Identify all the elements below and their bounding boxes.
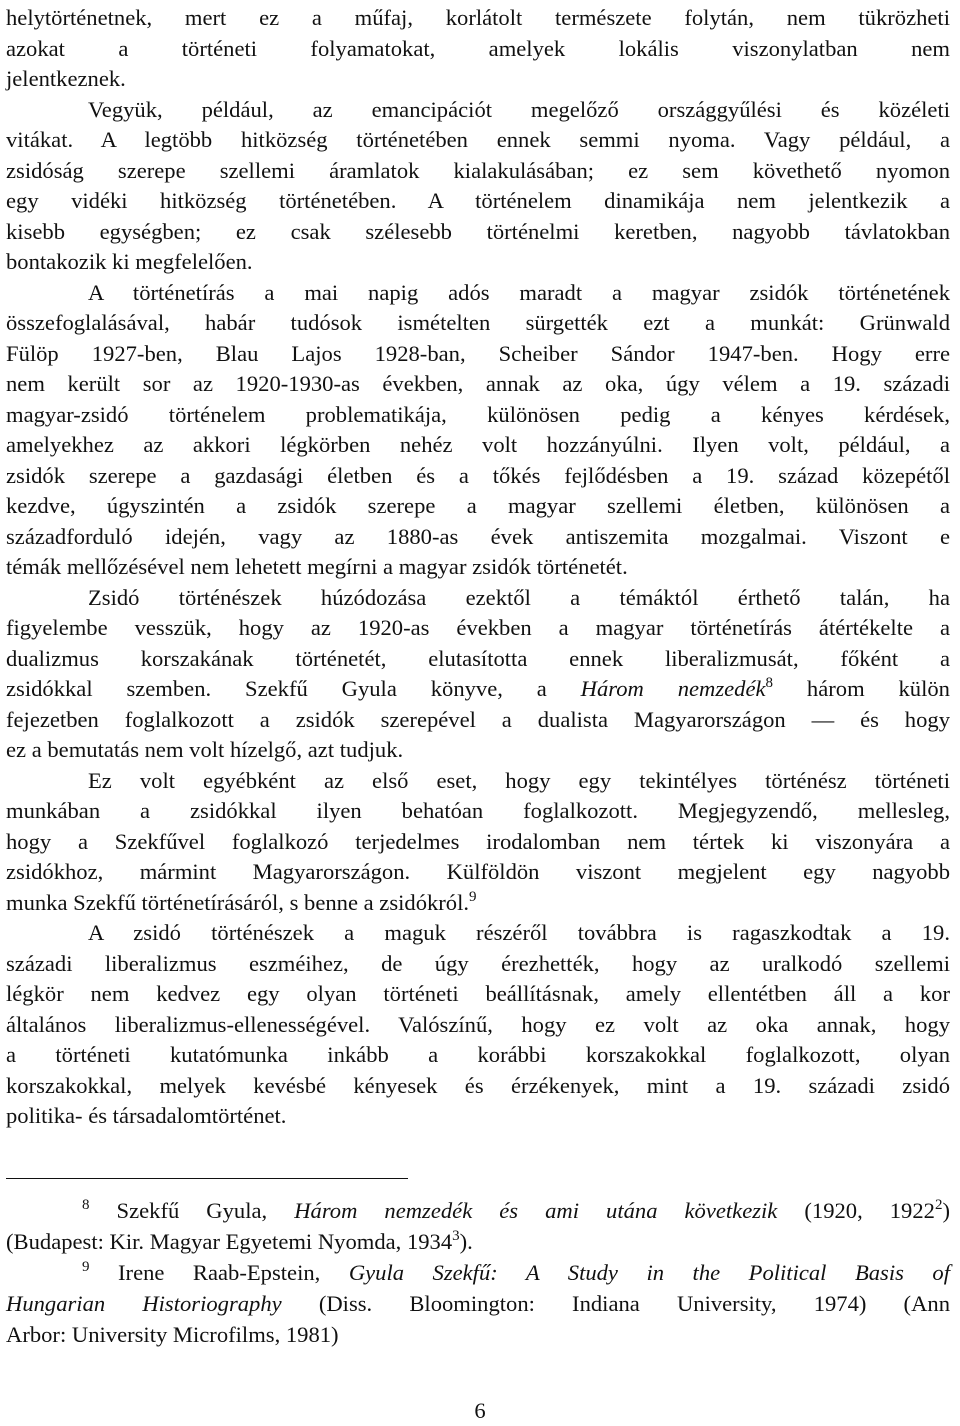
text-line (6, 674, 950, 705)
text-line: politika- és társadalomtörténet. (6, 1103, 287, 1128)
footnote-title: Gyula Szekfű: A Study in the Political Basis of (348, 1260, 951, 1285)
text-fragment: három külön (806, 676, 950, 701)
text-line: egy vidéki hitközség történetében. A történelem dinamikája nem jelentkezik a (6, 188, 950, 213)
footnote-9-continuation: Arbor: University Microfilms, 1981) (6, 1322, 339, 1347)
footnote-ref-9: 9 (469, 888, 477, 905)
text-line: kisebb egységben; ez csak szélesebb történelmi keretben, nagyobb távlatokban (6, 218, 950, 244)
paragraph-first-line: A zsidó történészek a maguk részéről továbbra is ragaszkodtak a 19. (88, 920, 950, 945)
text-line: fejezetben foglalkozott a zsidók szerepével a dualista Magyarországon — és hogy (6, 706, 950, 732)
text-line: korszakokkal, melyek kevésbé kényesek és érzékenyek, mint a 19. századi zsidó (6, 1072, 950, 1098)
text-line: magyar-zsidó történelem problematikája, különösen pedig a kényes kérdések, (6, 401, 950, 427)
text-fragment: munka Szekfű történetírásáról, s benne a zsidókról. (6, 889, 470, 915)
text-line: Fülöp 1927-ben, Blau Lajos 1928-ban, Scheiber Sándor 1947-ben. Hogy erre (6, 340, 950, 366)
text-line: témák mellőzésével nem lehetett megírni a magyar zsidók történetét. (6, 554, 628, 579)
footnote-marker: 9 (82, 1259, 90, 1275)
text-line: figyelembe vesszük, hogy az 1920-as években a magyar történetírás átértékelte a (6, 615, 950, 640)
footnote-years: (1920, 1922$^2$) (804, 1197, 950, 1223)
footnote-9-continuation (6, 1288, 950, 1319)
text-line: munkában a zsidókkal ilyen behatóan foglalkozott. Megjegyzendő, mellesleg, (6, 798, 950, 823)
text-line: vitákat. A legtöbb hitközség történetében ennek semmi nyoma. Vagy például, a (6, 127, 950, 152)
book-title: Három nemzedék (580, 676, 766, 701)
footnote-ref-8: 8 (765, 675, 774, 691)
text-line: amelyekhez az akkori légkörben nehéz volt hozzányúlni. Ilyen volt, például, a (6, 432, 950, 457)
text-line: helytörténetnek, mert ez a műfaj, korlátolt természete folytán, nem tükrözheti (6, 5, 950, 30)
text-line: hogy a Szekfűvel foglalkozó terjedelmes irodalomban nem tértek ki viszonyára a (6, 828, 950, 854)
text-line: légkör nem kedvez egy olyan történeti beállításnak, amely ellentétben áll a kor (6, 981, 950, 1006)
footnote-9 (6, 1257, 950, 1288)
body-text (6, 3, 950, 1132)
text-line: dualizmus korszakának történetét, elutasította ennek liberalizmusát, főként a (6, 645, 950, 671)
text-line: századforduló idején, vagy az 1880-as évek antiszemita mozgalmai. Viszont e (6, 523, 950, 549)
text-line: ez a bemutatás nem volt hízelgő, azt tudjuk. (6, 737, 404, 762)
footnote-details: (Diss. Bloomington: Indiana University, 1974) (Ann (318, 1291, 950, 1316)
text-line: zsidóság szerepe szellemi áramlatok kialakulásában; ez sem követhető nyomon (6, 157, 950, 183)
text-line (6, 888, 950, 919)
footnote-separator (6, 1178, 408, 1179)
text-line: kezdve, úgyszintén a zsidók szerepe a magyar szellemi életben, különösen a (6, 493, 950, 518)
paragraph-first-line: A történetírás a mai napig adós maradt a magyar zsidók történetének (88, 279, 950, 305)
paragraph-first-line: Vegyük, például, az emancipációt megelőző országgyűlési és közéleti (88, 96, 950, 122)
text-line: századi liberalizmus eszméihez, de úgy érezhették, hogy az uralkodó szellemi (6, 950, 950, 976)
text-line: a történeti kutatómunka inkább a korábbi korszakokkal foglalkozott, olyan (6, 1042, 950, 1067)
footnote-title: Három nemzedék és ami utána következik (294, 1198, 778, 1223)
text-line: zsidókhoz, mármint Magyarországon. Külföldön viszont megjelent egy nagyobb (6, 859, 950, 884)
text-line: összefoglalásával, habár tudósok ismételten sürgették ezt a munkát: Grünwald (6, 310, 950, 335)
footnote-author: Irene Raab-Epstein, (118, 1260, 321, 1285)
text-line: bontakozik ki megfelelően. (6, 249, 253, 274)
text-line: azokat a történeti folyamatokat, amelyek lokális viszonylatban nem (6, 35, 950, 61)
text-line: általános liberalizmus-ellenességével. Valószínű, hogy ez volt az oka annak, hogy (6, 1011, 950, 1037)
footnote-author: Szekfű Gyula, (116, 1198, 268, 1223)
paragraph-first-line: Ez volt egyébként az első eset, hogy egy tekintélyes történész történeti (88, 767, 950, 793)
footnote-8-continuation: (Budapest: Kir. Magyar Egyetemi Nyomda, 1934$^3$). (6, 1228, 473, 1254)
text-line: jelentkeznek. (6, 66, 126, 91)
footnote-8 (6, 1195, 950, 1226)
footnote-marker: 8 (82, 1197, 90, 1213)
page-number: 6 (474, 1398, 486, 1423)
text-line: zsidók szerepe a gazdasági életben és a tőkés fejlődésben a 19. század közepétől (6, 462, 950, 488)
footnote-title: Hungarian Historiography (6, 1291, 282, 1316)
paragraph-first-line: Zsidó történészek húzódozása ezektől a témáktól érthető talán, ha (88, 584, 950, 610)
text-fragment: zsidókkal szemben. Szekfű Gyula könyve, a (6, 676, 547, 701)
footnotes (6, 1195, 950, 1350)
text-line: nem került sor az 1920-1930-as években, annak az oka, úgy vélem a 19. századi (6, 371, 950, 396)
